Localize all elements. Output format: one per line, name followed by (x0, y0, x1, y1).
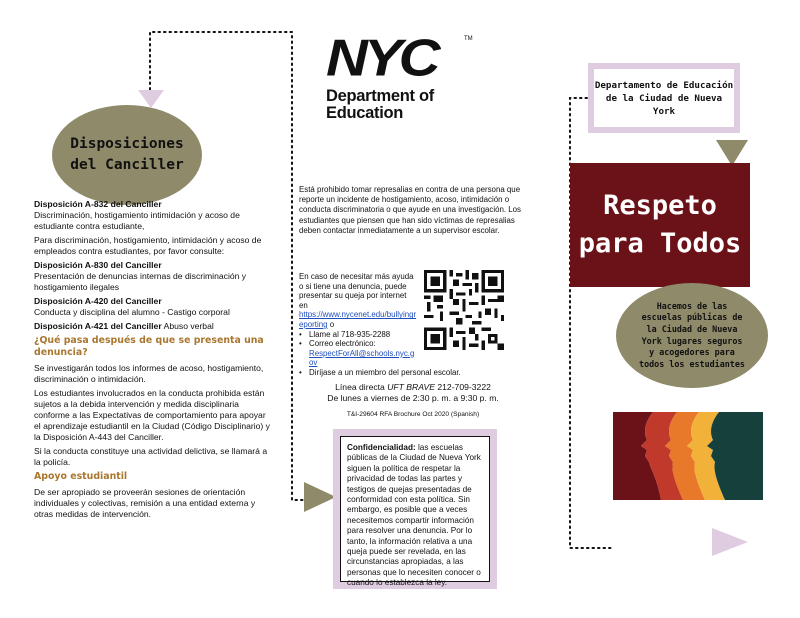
nyc-doe-logo (326, 28, 473, 122)
confidentiality-inner (340, 436, 490, 588)
left-column-text (34, 199, 270, 523)
help-list (299, 329, 461, 378)
arrow-right-bottom (712, 528, 748, 556)
hotline-label: Línea directa (335, 382, 388, 392)
after-complaint-p3: Si la conducta constituye una actividad delictiva, se llamará a la policía. (34, 446, 268, 467)
student-support-text: De ser apropiado se proveerán sesiones de orientación individuales y colectivas, remisión a una entidad externa y otras medidas de intervención. (34, 487, 256, 519)
help-block (299, 272, 461, 378)
chancellor-regulations-title: Disposiciones del Canciller (70, 136, 184, 173)
nyc-logo-wordmark: NYC (326, 28, 437, 88)
reg-employees-note: Para discriminación, hostigamiento, intimidación y acoso de empleados contra estudiantes, por favor consulte: (34, 235, 262, 256)
reg-a420 (34, 296, 270, 318)
confidentiality-box (333, 429, 497, 589)
hotline-number: 212-709-3222 (434, 382, 491, 392)
reg-a420-title: Disposición A-420 del Canciller (34, 296, 162, 306)
reg-a421-title: Disposición A-421 del Canciller (34, 321, 162, 331)
brochure-code: T&I-29604 RFA Brochure Oct 2020 (Spanish) (346, 411, 480, 418)
help-item-phone: • Llame al 718-935-2288 (299, 330, 417, 340)
logo-dept-line1: Department of (326, 87, 434, 105)
help-item-email (299, 339, 417, 368)
uft-hotline (299, 382, 527, 404)
after-complaint-heading: ¿Qué pasa después de que se presenta una denuncia? (34, 335, 264, 358)
reg-a832-desc: Discriminación, hostigamiento intimidación y acoso de estudiante contra estudiante, (34, 210, 240, 231)
mission-oval (616, 283, 768, 388)
brochure-title: Respeto para Todos (578, 190, 742, 259)
reg-a421-desc: Abuso verbal (161, 321, 214, 331)
logo-dept-line2: Education (326, 104, 404, 122)
title-box (570, 163, 750, 287)
hotline-hours: De lunes a viernes de 2:30 p. m. a 9:30 p. m. (327, 393, 499, 403)
reg-a830-desc: Presentación de denuncias internas de discriminación y hostigamiento ilegales (34, 271, 247, 292)
after-complaint-p2: Los estudiantes involucrados en la conducta prohibida están sujetos a la debida intervención y medida disciplinaria conforme a las Expectativas de comportamiento para apoyar el aprendizaje estudiantil en la Ciudad (Código Disciplinario) y la Disposición A-443 del Canciller. (34, 388, 270, 442)
reg-a421 (34, 321, 270, 332)
department-name-box (588, 63, 740, 133)
help-intro: En caso de necesitar más ayuda o si tiene una denuncia, puede presentar su queja por internet en (299, 272, 414, 310)
reg-a420-desc: Conducta y disciplina del alumno - Castigo corporal (34, 307, 230, 317)
help-item-email-label: Correo electrónico: (309, 339, 376, 349)
reg-a830-title: Disposición A-830 del Canciller (34, 260, 162, 270)
qr-code-icon[interactable] (424, 270, 504, 350)
help-item-staff: • Diríjase a un miembro del personal escolar. (299, 368, 479, 378)
confidentiality-text: las escuelas públicas de la Ciudad de Nueva York siguen la política de respetar la privacidad de todas las partes y testigos de quejas presentadas de conformidad con esta política. Sin embargo, es posible que a veces necesitemos compartir información para resolver una denuncia. Por lo tanto, la información relativa a una queja puede ser revelada, en las circunstancias apropiadas, a las personas que lo necesiten conocer o cuando lo establezca la ley. (347, 443, 481, 588)
hotline-name: UFT BRAVE (387, 382, 435, 392)
diverse-profiles-logo-icon (613, 412, 763, 500)
department-name: Departamento de Educación de la Ciudad de Nueva York (594, 79, 734, 117)
logo-trademark: TM (464, 36, 473, 42)
student-support-heading: Apoyo estudiantil (34, 471, 128, 482)
respect-email-link[interactable]: RespectForAll@schools.nyc.gov (309, 348, 415, 368)
after-complaint-p1: Se investigarán todos los informes de acoso, hostigamiento, discriminación o intimidación. (34, 363, 264, 384)
help-link-suffix: o (327, 319, 335, 329)
reg-a832 (34, 199, 270, 232)
mission-text: Hacemos de las escuelas públicas de la Ciudad de Nueva York lugares seguros y acogedores para todos los estudiantes (639, 300, 745, 369)
confidentiality-label: Confidencialidad: (347, 443, 416, 452)
bullying-report-link[interactable]: https://www.nycenet.edu/bullyingreporting (299, 310, 417, 329)
reg-a830 (34, 260, 270, 293)
help-link-line (299, 310, 417, 329)
arrow-right-to-confidentiality (304, 482, 336, 512)
retaliation-text: Está prohibido tomar represalias en contra de una persona que reporte un incidente de hostigamiento, acoso, intimidación o conducta discriminatoria o que ayude en una investigación. Los estudiantes que piensen que han sido víctimas de represalias deben contactar inmediatamente a un supervisor escolar. (299, 185, 521, 235)
chancellor-regulations-oval (52, 105, 202, 205)
reg-a832-title: Disposición A-832 del Canciller (34, 199, 162, 209)
